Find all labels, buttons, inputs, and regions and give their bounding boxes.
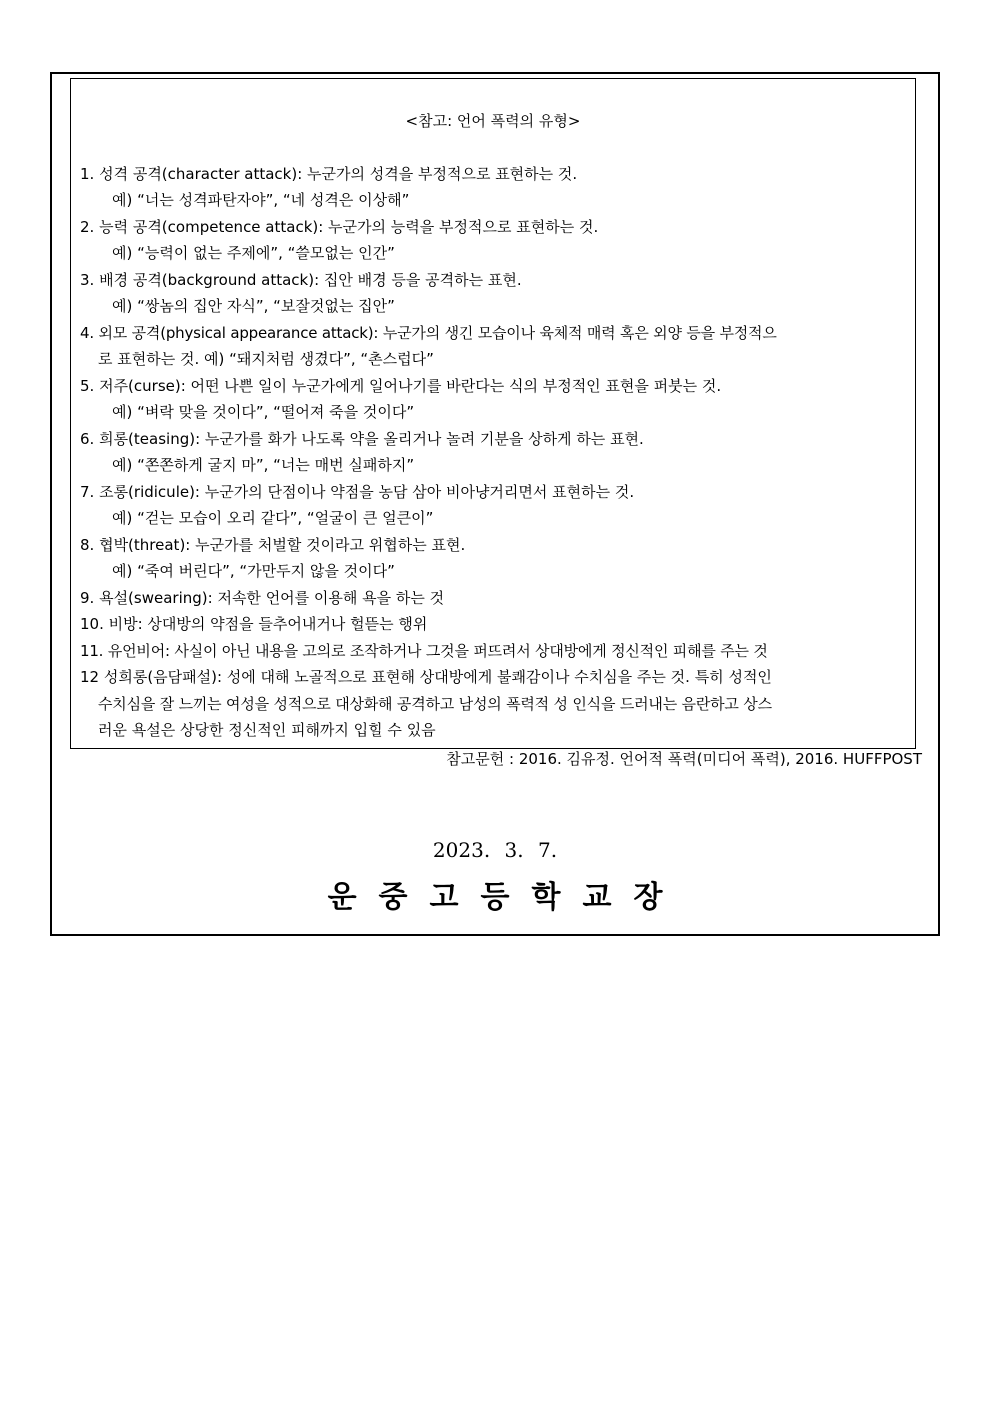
item-12-continued: 수치심을 잘 느끼는 여성을 성적으로 대상화해 공격하고 남성의 폭력적 성 인식을 드러내는 음란하고 상스: [98, 695, 772, 713]
principal-signature: 운중고등학교장: [327, 880, 685, 915]
item-10: 10. 비방: 상대방의 약점을 들추어내거나 헐뜯는 행위: [80, 615, 428, 633]
document-date: 2023. 3. 7.: [432, 838, 558, 862]
item-12: 12 성희롱(음담패설): 성에 대해 노골적으로 표현해 상대방에게 불쾌감이나 수치심을 주는 것. 특히 성적인: [80, 668, 772, 686]
item-6: 6. 희롱(teasing): 누군가를 화가 나도록 약을 올리거나 놀려 기분을 상하게 하는 표현.: [80, 430, 644, 448]
item-4: 4. 외모 공격(physical appearance attack): 누군가의 생긴 모습이나 육체적 매력 혹은 외양 등을 부정적으: [80, 324, 777, 342]
item-8: 8. 협박(threat): 누군가를 처벌할 것이라고 위협하는 표현.: [80, 536, 466, 554]
item-1: 1. 성격 공격(character attack): 누군가의 성격을 부정적으로 표현하는 것.: [80, 165, 578, 183]
item-7: 7. 조롱(ridicule): 누군가의 단점이나 약점을 농담 삼아 비아냥거리면서 표현하는 것.: [80, 483, 635, 501]
item-9: 9. 욕설(swearing): 저속한 언어를 이용해 욕을 하는 것: [80, 589, 445, 607]
reference-source: 참고문헌 : 2016. 김유정. 언어적 폭력(미디어 폭력), 2016. HUFFPOST: [446, 750, 922, 768]
item-6-example: 예) “쫀쫀하게 굴지 마”, “너는 매번 실패하지”: [112, 456, 415, 474]
item-8-example: 예) “죽여 버린다”, “가만두지 않을 것이다”: [112, 562, 395, 580]
item-12-continued-2: 러운 욕설은 상당한 정신적인 피해까지 입힐 수 있음: [98, 721, 436, 739]
item-11: 11. 유언비어: 사실이 아닌 내용을 고의로 조작하거나 그것을 퍼뜨려서 상대방에게 정신적인 피해를 주는 것: [80, 642, 768, 660]
item-3-example: 예) “쌍놈의 집안 자식”, “보잘것없는 집안”: [112, 297, 395, 315]
item-5: 5. 저주(curse): 어떤 나쁜 일이 누군가에게 일어나기를 바란다는 식의 부정적인 표현을 퍼붓는 것.: [80, 377, 722, 395]
item-7-example: 예) “걷는 모습이 오리 같다”, “얼굴이 큰 얼큰이”: [112, 509, 434, 527]
reference-title: <참고: 언어 폭력의 유형>: [405, 112, 581, 130]
item-4-continued: 로 표현하는 것. 예) “돼지처럼 생겼다”, “촌스럽다”: [98, 350, 434, 368]
item-3: 3. 배경 공격(background attack): 집안 배경 등을 공격하는 표현.: [80, 271, 522, 289]
item-5-example: 예) “벼락 맞을 것이다”, “떨어져 죽을 것이다”: [112, 403, 415, 421]
item-2: 2. 능력 공격(competence attack): 누군가의 능력을 부정적으로 표현하는 것.: [80, 218, 599, 236]
item-2-example: 예) “능력이 없는 주제에”, “쓸모없는 인간”: [112, 244, 395, 262]
item-1-example: 예) “너는 성격파탄자야”, “네 성격은 이상해”: [112, 191, 410, 209]
